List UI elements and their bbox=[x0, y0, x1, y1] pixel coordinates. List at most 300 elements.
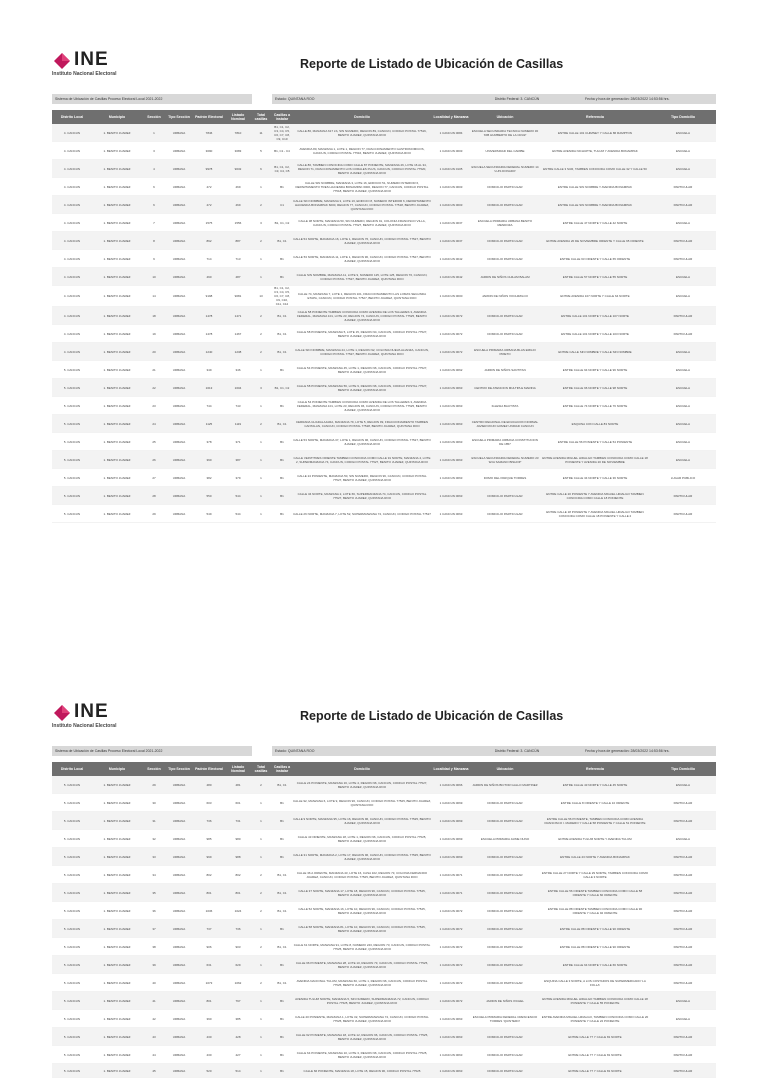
column-header-municipio: Municipio bbox=[108, 115, 126, 119]
table-row bbox=[52, 307, 716, 325]
cell-referencia: ENTRE CALLE 88 ORIENTE Y CALLE 90 ORIENTE bbox=[559, 944, 631, 949]
cell-localidad-manzana: 1 CANCUN 0063 bbox=[439, 439, 463, 444]
cell-localidad-manzana: 1 CANCUN 0072 bbox=[439, 349, 463, 354]
cell-domicilio: CALLE 24 PONIENTE, MANZANA 16, LOTE 4, REGION 96, CANCUN, CODIGO POSTAL 77527, BENITO JUAREZ, QUINTANA ROO bbox=[296, 780, 428, 789]
cell-padron-electoral: 9978 bbox=[205, 166, 213, 171]
cell-ubicacion: DOMICILIO PARTICULAR bbox=[487, 890, 523, 895]
cell-padron-electoral: 7846 bbox=[205, 130, 213, 135]
cell-ubicacion: DOMICILIO PARTICULAR bbox=[487, 872, 523, 877]
cell-municipio: 1. BENITO JUAREZ bbox=[103, 511, 131, 516]
cell-municipio: 1. BENITO JUAREZ bbox=[103, 148, 131, 153]
column-header-distrito-local: Distrito Local bbox=[60, 767, 84, 771]
cell-localidad-manzana: 1 CANCUN 0063 bbox=[439, 421, 463, 426]
logo-subtitle: Instituto Nacional Electoral bbox=[52, 71, 117, 77]
cell-municipio: 1. BENITO JUAREZ bbox=[103, 998, 131, 1003]
cell-referencia: ENTRE CALLE 77 Y CALLE 81 NORTE bbox=[568, 1068, 622, 1073]
table-row bbox=[52, 196, 716, 214]
cell-padron-electoral: 1125 bbox=[205, 421, 213, 426]
cell-total-casillas: 2 bbox=[260, 782, 262, 787]
cell-listado-nominal: 469 bbox=[235, 184, 241, 189]
cell-tipo-domicilio: PARTICULAR bbox=[673, 908, 693, 913]
cell-padron-electoral: 801 bbox=[206, 890, 212, 895]
ine-logo-icon bbox=[52, 704, 74, 722]
cell-distrito-local: 4. CANCUN bbox=[63, 184, 81, 189]
cell-ubicacion: ESCUELA PRIMARIA FEDERAL CRESCENCIO TORRES 'QUINTERO' bbox=[472, 1014, 538, 1023]
cell-tipo-seccion: URBANA bbox=[172, 475, 186, 480]
cell-casillas-instalar: B1, C1 bbox=[277, 238, 287, 243]
cell-distrito-local: 5. CANCUN bbox=[63, 818, 81, 823]
info-bar bbox=[52, 746, 716, 756]
cell-listado-nominal: 379 bbox=[235, 475, 241, 480]
cell-tipo-domicilio: PARTICULAR bbox=[673, 511, 693, 516]
cell-referencia: ENTRE CALLE 57 NORTE Y CALLE 55 NORTE bbox=[562, 274, 628, 279]
cell-casillas-instalar: B1 bbox=[280, 457, 284, 462]
cell-ubicacion: ESCUELA PRIMARIA URBANA BENITO MENDOZA bbox=[477, 218, 533, 227]
table-row bbox=[52, 938, 716, 956]
cell-domicilio: CALLE 52 NORTE, MANZANA 16, LOTE 10, REGION 96, CANCUN, CODIGO POSTAL 77525, BENITO JUAREZ, QUINTANA ROO bbox=[298, 906, 426, 915]
cell-casillas-instalar: B1, C1 bbox=[277, 980, 287, 985]
cell-ubicacion: IGLESIA BAUTISTA bbox=[491, 403, 519, 408]
cell-padron-electoral: 1036 bbox=[205, 908, 213, 913]
cell-tipo-domicilio: ESCUELA bbox=[675, 457, 690, 462]
cell-distrito-local: 5. CANCUN bbox=[63, 385, 81, 390]
cell-tipo-domicilio: ESCUELA bbox=[675, 349, 690, 354]
table-row bbox=[52, 505, 716, 523]
cell-distrito-local: 5. CANCUN bbox=[63, 367, 81, 372]
cell-listado-nominal: 1119 bbox=[234, 421, 242, 426]
cell-domicilio: CALLE 66 PONIENTE, MANZANA 28, LOTE 10, REGION 73, CANCUN, CODIGO POSTAL 77525, BENITO JUAREZ, QUINTANA ROO bbox=[295, 960, 429, 969]
cell-ubicacion: DOMICILIO PARTICULAR bbox=[487, 1068, 523, 1073]
cell-distrito-local: 4. CANCUN bbox=[63, 148, 81, 153]
table-row bbox=[52, 1064, 716, 1078]
cell-seccion: 31 bbox=[152, 818, 156, 823]
cell-localidad-manzana: 1 CANCUN 0069 bbox=[439, 836, 463, 841]
cell-localidad-manzana: 1 CANCUN 0063 bbox=[439, 1016, 463, 1021]
table-row bbox=[52, 379, 716, 397]
cell-distrito-local: 5. CANCUN bbox=[63, 836, 81, 841]
cell-municipio: 1. BENITO JUAREZ bbox=[103, 908, 131, 913]
table-body bbox=[52, 776, 716, 1078]
cell-padron-electoral: 490 bbox=[206, 274, 212, 279]
cell-localidad-manzana: 1 CANCUN 0063 bbox=[439, 1034, 463, 1039]
cell-municipio: 1. BENITO JUAREZ bbox=[103, 294, 131, 298]
table-row bbox=[52, 469, 716, 487]
cell-listado-nominal: 801 bbox=[235, 890, 241, 895]
cell-listado-nominal: 371 bbox=[235, 439, 241, 444]
cell-referencia: ENTRE CALLE 63 ORIENTE Y CALLE 65 ORIENTE bbox=[559, 256, 631, 261]
table-row bbox=[52, 268, 716, 286]
cell-padron-electoral: 736 bbox=[206, 818, 212, 823]
cell-distrito-local: 4. CANCUN bbox=[63, 274, 81, 279]
cell-tipo-domicilio: PARTICULAR bbox=[673, 256, 693, 261]
cell-referencia: ENTRE CALLE 23 NORTE Y AVENIDA BONAMPAK bbox=[560, 854, 630, 859]
cell-casillas-instalar: B1 bbox=[280, 1052, 284, 1057]
cell-casillas-instalar: B1 bbox=[280, 854, 284, 859]
report-page-1 bbox=[0, 50, 768, 523]
cell-seccion: 27 bbox=[152, 475, 156, 480]
cell-casillas-instalar: B1, C1 bbox=[277, 313, 287, 318]
cell-domicilio: CALLE VEINTITRES ORIENTE TAMBIEN CONOCIDA COMO CALLE 91 NORTE, MANZANA 4, LOTE 2, SUPERMANZANA 74, CANCUN, CODIGO POSTAL 77527, BENITO JUAREZ, QUINTANA ROO bbox=[293, 455, 431, 464]
cell-seccion: 37 bbox=[152, 926, 156, 931]
cell-domicilio: CALLE 20 PONIENTE, MANZANA 1, LOTE 32, SUPERMANZANA 74, CANCUN, CODIGO POSTAL 77525, BENITO JUAREZ, QUINTANA ROO bbox=[295, 1014, 429, 1023]
cell-casillas-instalar: B1, C1 bbox=[277, 908, 287, 913]
cell-total-casillas: 1 bbox=[260, 274, 262, 279]
cell-ubicacion: CENTRO DE ATENCION MULTIPLE MARINA bbox=[474, 385, 536, 390]
cell-distrito-local: 4. CANCUN bbox=[63, 130, 81, 135]
cell-seccion: 41 bbox=[152, 998, 156, 1003]
cell-tipo-seccion: URBANA bbox=[172, 818, 186, 823]
column-header-padron-electoral: Padrón Electoral bbox=[195, 767, 223, 771]
table-row bbox=[52, 214, 716, 232]
cell-seccion: 7 bbox=[153, 220, 155, 225]
cell-seccion: 38 bbox=[152, 944, 156, 949]
cell-distrito-local: 5. CANCUN bbox=[63, 421, 81, 426]
cell-listado-nominal: 469 bbox=[235, 202, 241, 207]
cell-listado-nominal: 428 bbox=[235, 1034, 241, 1039]
cell-domicilio: CALLE 43 ORIENTE, MANZANA 18, LOTE 1, REGION 96, CANCUN, CODIGO POSTAL 77525, BENITO JUAREZ, QUINTANA ROO bbox=[297, 834, 427, 843]
cell-padron-electoral: 472 bbox=[206, 202, 212, 207]
cell-distrito-local: 5. CANCUN bbox=[63, 475, 81, 480]
cell-referencia: ENTRE CALLE 77 Y CALLE 81 NORTE bbox=[568, 1052, 622, 1057]
cell-domicilio: AVENIDA 80, MANZANA 1, LOTE 1, REGION 77, FRACCIONAMIENTO GASTRONOMICOS, CANCUN, CODIGO POSTAL 77516, BENITO JUAREZ, QUINTANA ROO bbox=[299, 146, 425, 155]
cell-referencia: ENTRE AVENIDA MIGUEL HIDALGO TAMBIEN CONOCIDA COMO CALLE 18 PONIENTE Y AVENIDA 20 DE NOVIEMBRE bbox=[542, 455, 648, 464]
cell-municipio: 1. BENITO JUAREZ bbox=[103, 1068, 131, 1073]
cell-referencia: ENTRE CALLE 96 NORTE Y CALLE 98 NORTE bbox=[562, 385, 628, 390]
cell-tipo-seccion: URBANA bbox=[172, 854, 186, 859]
cell-municipio: 1. BENITO JUAREZ bbox=[103, 1016, 131, 1021]
cell-listado-nominal: 1238 bbox=[234, 349, 242, 354]
cell-ubicacion: DOMO DEL PARQUE TORRES bbox=[483, 475, 527, 480]
cell-total-casillas: 13 bbox=[259, 294, 263, 298]
cell-padron-electoral: 430 bbox=[206, 1034, 212, 1039]
cell-seccion: 42 bbox=[152, 1016, 156, 1021]
cell-municipio: 1. BENITO JUAREZ bbox=[103, 782, 131, 787]
cell-listado-nominal: 887 bbox=[235, 238, 241, 243]
cell-casillas-instalar: B1, C1 bbox=[277, 890, 287, 895]
cell-distrito-local: 5. CANCUN bbox=[63, 1016, 81, 1021]
cell-padron-electoral: 9198 bbox=[205, 294, 213, 298]
cell-tipo-domicilio: ESCUELA bbox=[675, 421, 690, 426]
cell-distrito-local: 4. CANCUN bbox=[63, 349, 81, 354]
cell-total-casillas: 2 bbox=[260, 890, 262, 895]
cell-ubicacion: ESCUELA SECUNDARIA FEDERAL NUMERO 23 'EVA SAMANO BISHOP' bbox=[471, 455, 539, 464]
cell-localidad-manzana: 1 CANCUN 0072 bbox=[439, 926, 463, 931]
table-row bbox=[52, 848, 716, 866]
cell-padron-electoral: 802 bbox=[206, 872, 212, 877]
cell-tipo-seccion: URBANA bbox=[172, 274, 186, 279]
cell-padron-electoral: 382 bbox=[206, 475, 212, 480]
cell-domicilio: CALLE 36 A ORIENTE, MANZANA 43, LOTE 16, CASA 102, REGION 73, COLONIA FERNANDO JUAREZ, CANCUN, CODIGO POSTAL 77525, BENITO JUAREZ, QUINTANA ROO bbox=[296, 870, 428, 879]
cell-casillas-instalar: B1, C1, C2, C3, C4, C5, C6, C7, C8, C9, C10, C11, C12 bbox=[274, 286, 290, 306]
cell-ubicacion: DOMICILIO PARTICULAR bbox=[487, 962, 523, 967]
cell-padron-electoral: 1478 bbox=[205, 331, 213, 336]
cell-ubicacion: DOMICILIO PARTICULAR bbox=[487, 511, 523, 516]
cell-casillas-instalar: B1, C1 bbox=[277, 421, 287, 426]
cell-listado-nominal: 980 bbox=[235, 836, 241, 841]
cell-casillas-instalar: B1, C1 bbox=[277, 349, 287, 354]
cell-tipo-domicilio: PARTICULAR bbox=[673, 238, 693, 243]
cell-tipo-domicilio: PARTICULAR bbox=[673, 1052, 693, 1057]
cell-seccion: 1 bbox=[153, 130, 155, 135]
cell-seccion: 25 bbox=[152, 439, 156, 444]
cell-distrito-local: 5. CANCUN bbox=[63, 1068, 81, 1073]
cell-padron-electoral: 520 bbox=[206, 1068, 212, 1073]
cell-total-casillas: 1 bbox=[260, 1034, 262, 1039]
column-header-localidad-manzana: Localidad y Manzana bbox=[433, 767, 469, 771]
table-row bbox=[52, 124, 716, 142]
cell-tipo-domicilio: ESCUELA bbox=[675, 148, 690, 153]
cell-tipo-domicilio: ESCUELA bbox=[675, 782, 690, 787]
cell-tipo-domicilio: PARTICULAR bbox=[673, 890, 693, 895]
cell-casillas-instalar: B1 bbox=[280, 1068, 284, 1073]
cell-total-casillas: 2 bbox=[260, 331, 262, 336]
cell-domicilio: CALLE 64 PONIENTE, MANZANA 10, LOTE 3, REGION 96, CANCUN, CODIGO POSTAL 77525, BENITO JUAREZ, QUINTANA ROO bbox=[296, 1050, 428, 1059]
cell-seccion: 6 bbox=[153, 184, 155, 189]
cell-casillas-instalar: B1 bbox=[280, 998, 284, 1003]
cell-tipo-seccion: URBANA bbox=[172, 980, 186, 985]
cell-tipo-domicilio: ESCUELA bbox=[675, 294, 690, 298]
cell-seccion: 39 bbox=[152, 962, 156, 967]
cell-tipo-seccion: URBANA bbox=[172, 202, 186, 207]
cell-ubicacion: ESCUELA SECUNDARIA FEDERAL NUMERO 14 'LUIS DONADO' bbox=[471, 164, 539, 173]
cell-tipo-seccion: URBANA bbox=[172, 294, 186, 298]
cell-tipo-domicilio: ESCUELA bbox=[675, 439, 690, 444]
cell-tipo-domicilio: ESCUELA bbox=[675, 274, 690, 279]
cell-domicilio: CALLE SIN NOMBRE, MANZANA 3, LOTE 16, EDIFICIO 51, NUMERO INTERIOR 6, DEPARTAMENTO TRES HACIENDA BONAMPAK 6000, REGION 77, CANCUN, CODIGO POSTAL 77518, BENITO JUAREZ, QUINTANA ROO bbox=[295, 180, 429, 193]
cell-localidad-manzana: 1 CANCUN 0063 bbox=[439, 475, 463, 480]
cell-padron-electoral: 549 bbox=[206, 511, 212, 516]
cell-listado-nominal: 1471 bbox=[234, 313, 242, 318]
cell-referencia: ENTRE CALLE 56 ORIENTE TAMBIEN CONOCIDA COMO CALLE 58 ORIENTE Y CALLE 60 ORIENTE bbox=[547, 888, 643, 897]
cell-padron-electoral: 892 bbox=[206, 238, 212, 243]
cell-tipo-domicilio: ESCUELA bbox=[675, 130, 690, 135]
cell-tipo-seccion: URBANA bbox=[172, 331, 186, 336]
cell-tipo-seccion: URBANA bbox=[172, 313, 186, 318]
cell-distrito-local: 5. CANCUN bbox=[63, 998, 81, 1003]
table-row bbox=[52, 142, 716, 160]
cell-municipio: 1. BENITO JUAREZ bbox=[103, 944, 131, 949]
cell-tipo-domicilio: PARTICULAR bbox=[673, 493, 693, 498]
cell-municipio: 1. BENITO JUAREZ bbox=[103, 980, 131, 985]
column-header-tipo-seccion: Tipo Sección bbox=[168, 115, 190, 119]
cell-tipo-domicilio: ESCUELA bbox=[675, 385, 690, 390]
cell-tipo-domicilio: ESCUELA bbox=[675, 166, 690, 171]
cell-municipio: 1. BENITO JUAREZ bbox=[103, 166, 131, 171]
cell-municipio: 1. BENITO JUAREZ bbox=[103, 313, 131, 318]
table-row bbox=[52, 343, 716, 361]
cell-referencia: ENTRE CALLE 43 NORTE Y CALLE 45 NORTE bbox=[562, 782, 628, 787]
cell-seccion: 29 bbox=[152, 782, 156, 787]
cell-padron-electoral: 472 bbox=[206, 184, 212, 189]
cell-total-casillas: 1 bbox=[260, 962, 262, 967]
cell-casillas-instalar: B1, C1 bbox=[277, 331, 287, 336]
table-row bbox=[52, 992, 716, 1010]
table-row bbox=[52, 250, 716, 268]
cell-municipio: 1. BENITO JUAREZ bbox=[103, 184, 131, 189]
cell-total-casillas: 2 bbox=[260, 238, 262, 243]
info-bar bbox=[52, 94, 716, 104]
cell-total-casillas: 2 bbox=[260, 908, 262, 913]
cell-total-casillas: 11 bbox=[259, 130, 263, 135]
column-header-ubicacion: Ubicación bbox=[496, 115, 514, 119]
table-row bbox=[52, 812, 716, 830]
cell-referencia: ENTRE CALLE 101 NORTE Y CALLE 107 NORTE bbox=[561, 313, 629, 318]
cell-total-casillas: 1 bbox=[260, 854, 262, 859]
cell-municipio: 1. BENITO JUAREZ bbox=[103, 926, 131, 931]
table-header bbox=[52, 110, 716, 124]
cell-localidad-manzana: 1 CANCUN 0063 bbox=[439, 457, 463, 462]
cell-seccion: 28 bbox=[152, 493, 156, 498]
cell-tipo-seccion: URBANA bbox=[172, 926, 186, 931]
cell-municipio: 1. BENITO JUAREZ bbox=[103, 800, 131, 805]
cell-casillas-instalar: B1 bbox=[280, 439, 284, 444]
cell-localidad-manzana: 1 CANCUN 0062 bbox=[439, 367, 463, 372]
cell-municipio: 1. BENITO JUAREZ bbox=[103, 854, 131, 859]
cell-listado-nominal: 629 bbox=[235, 962, 241, 967]
cell-ubicacion: CENTRO REGIONAL DE EDUCACION NORMAL JAVIER ROJO GOMEZ UNIDAD CANCUN bbox=[471, 419, 539, 428]
cell-padron-electoral: 714 bbox=[206, 256, 212, 261]
cell-seccion: 4 bbox=[153, 166, 155, 171]
cell-municipio: 1. BENITO JUAREZ bbox=[103, 493, 131, 498]
cell-seccion: 20 bbox=[152, 349, 156, 354]
cell-distrito-local: 5. CANCUN bbox=[63, 457, 81, 462]
cell-listado-nominal: 1604 bbox=[234, 385, 242, 390]
cell-padron-electoral: 603 bbox=[206, 800, 212, 805]
cell-listado-nominal: 731 bbox=[235, 818, 241, 823]
cell-referencia: ENTRE CALLE 47 NORTE Y CALLE 42 NORTE bbox=[562, 220, 628, 225]
cell-distrito-local: 5. CANCUN bbox=[63, 800, 81, 805]
cell-distrito-local: 5. CANCUN bbox=[63, 962, 81, 967]
cell-seccion: 29 bbox=[152, 511, 156, 516]
column-header-referencia: Referencia bbox=[586, 767, 604, 771]
cell-padron-electoral: 480 bbox=[206, 782, 212, 787]
cell-distrito-local: 4. CANCUN bbox=[63, 256, 81, 261]
cell-ubicacion: DOMICILIO PARTICULAR bbox=[487, 854, 523, 859]
cell-domicilio: CALLE 34 NORTE, MANZANA 2, LOTE 66, SUPERMANZANA 74, CANCUN, CODIGO POSTAL 77527, BENITO JUAREZ, QUINTANA ROO bbox=[297, 491, 427, 500]
cell-localidad-manzana: 1 CANCUN 0063 bbox=[439, 493, 463, 498]
cell-listado-nominal: 346 bbox=[235, 367, 241, 372]
cell-total-casillas: 1 bbox=[260, 367, 262, 372]
cell-listado-nominal: 743 bbox=[235, 403, 241, 408]
cell-total-casillas: 1 bbox=[260, 475, 262, 480]
cell-distrito-local: 4. CANCUN bbox=[63, 220, 81, 225]
cell-domicilio: CALLE 53 NORTE, MANZANA 37, LOTE 1, REGION 96, CANCUN, CODIGO POSTAL 77527, BENITO JUAREZ, QUINTANA ROO bbox=[293, 437, 431, 446]
cell-listado-nominal: 487 bbox=[235, 274, 241, 279]
cell-casillas-instalar: B1, C1, C2 bbox=[274, 385, 290, 390]
report-page-2 bbox=[0, 702, 768, 1078]
sistema-label: Sistema de Ubicación de Casillas Proceso Electoral Local 2021-2022 bbox=[52, 94, 252, 104]
cell-localidad-manzana: 1 CANCUN 0066 bbox=[439, 782, 463, 787]
cell-ubicacion: DOMICILIO PARTICULAR bbox=[487, 944, 523, 949]
cell-total-casillas: 2 bbox=[260, 872, 262, 877]
cell-localidad-manzana: 1 CANCUN 0072 bbox=[439, 944, 463, 949]
cell-tipo-seccion: URBANA bbox=[172, 511, 186, 516]
column-header-tipo-domicilio: Tipo Domicilio bbox=[670, 767, 696, 771]
cell-municipio: 1. BENITO JUAREZ bbox=[103, 367, 131, 372]
cell-referencia: ENTRE CALLE 34 NORTE Y CALLE 36 NORTE bbox=[562, 475, 628, 480]
cell-padron-electoral: 3090 bbox=[205, 148, 213, 153]
cell-tipo-domicilio: PARTICULAR bbox=[673, 1034, 693, 1039]
cell-domicilio: CALLE 54 PONIENTE TAMBIEN CONOCIDA COMO AVENIDA DE LOS TALLERES 3, AVENIDA FEDERAL, MANZANA 101, LOTE 23, REGION 96, CANCUN, CODIGO POSTAL 77525, BENITO JUAREZ, QUINTANA ROO bbox=[297, 399, 427, 412]
cell-seccion: 45 bbox=[152, 1068, 156, 1073]
cell-casillas-instalar: B1 bbox=[280, 1034, 284, 1039]
cell-tipo-seccion: URBANA bbox=[172, 872, 186, 877]
cell-tipo-seccion: URBANA bbox=[172, 836, 186, 841]
cell-total-casillas: 2 bbox=[260, 349, 262, 354]
cell-referencia: ENTRE CALLE 88 ORIENTE Y CALLE 90 ORIENTE bbox=[559, 926, 631, 931]
cell-distrito-local: 4. CANCUN bbox=[63, 313, 81, 318]
cell-municipio: 1. BENITO JUAREZ bbox=[103, 890, 131, 895]
cell-tipo-domicilio: PARTICULAR bbox=[673, 980, 693, 985]
cell-tipo-seccion: URBANA bbox=[172, 944, 186, 949]
table-row bbox=[52, 902, 716, 920]
table-row bbox=[52, 776, 716, 794]
cell-casillas-instalar: B1 bbox=[280, 256, 284, 261]
column-header-distrito-local: Distrito Local bbox=[60, 115, 84, 119]
cell-seccion: 23 bbox=[152, 403, 156, 408]
cell-ubicacion: DOMICILIO PARTICULAR bbox=[487, 926, 523, 931]
cell-municipio: 1. BENITO JUAREZ bbox=[103, 475, 131, 480]
table-row bbox=[52, 830, 716, 848]
cell-referencia: ENTRE CALLE 94 NORTE Y CALLE 96 NORTE bbox=[562, 367, 628, 372]
table-row bbox=[52, 487, 716, 505]
cell-ubicacion: DOMICILIO PARTICULAR bbox=[487, 202, 523, 207]
cell-casillas-instalar: B1, C1 bbox=[277, 944, 287, 949]
column-header-total-casillas: Total casillas bbox=[254, 113, 268, 121]
cell-localidad-manzana: 1 CANCUN 0072 bbox=[439, 998, 463, 1003]
estado-label: Estado: QUINTANA ROO bbox=[272, 746, 452, 756]
cell-total-casillas: 1 bbox=[260, 836, 262, 841]
table-row bbox=[52, 920, 716, 938]
casillas-table bbox=[52, 762, 716, 1078]
cell-referencia: ENTRE CALLE 101 NORTE Y CALLE 103 NORTE bbox=[561, 331, 629, 336]
cell-distrito-local: 4. CANCUN bbox=[63, 331, 81, 336]
cell-ubicacion: DOMICILIO PARTICULAR bbox=[487, 818, 523, 823]
cell-domicilio: CALLE 53 NORTE, MANZANA 11, LOTE 1, REGION 96, CANCUN, CODIGO POSTAL 77527, BENITO JUAREZ, QUINTANA ROO bbox=[293, 254, 431, 263]
cell-total-casillas: 1 bbox=[260, 493, 262, 498]
cell-municipio: 1. BENITO JUAREZ bbox=[103, 836, 131, 841]
cell-listado-nominal: 988 bbox=[235, 854, 241, 859]
column-header-municipio: Municipio bbox=[108, 767, 126, 771]
cell-municipio: 1. BENITO JUAREZ bbox=[103, 331, 131, 336]
cell-tipo-seccion: URBANA bbox=[172, 421, 186, 426]
cell-tipo-domicilio: PARTICULAR bbox=[673, 202, 693, 207]
table-body bbox=[52, 124, 716, 523]
cell-domicilio: CALLE 61 NORTE, MANZANA 91, LOTE 8, NUMERO 243, REGION 73, CANCUN, CODIGO POSTAL 77525, BENITO JUAREZ, QUINTANA ROO bbox=[293, 942, 431, 951]
table-row bbox=[52, 451, 716, 469]
cell-seccion: 14 bbox=[152, 294, 156, 298]
cell-localidad-manzana: 1 CANCUN 0063 bbox=[439, 511, 463, 516]
cell-seccion: 34 bbox=[152, 872, 156, 877]
cell-referencia: ENTRE CALLE 74 NORTE Y CALLE 76 NORTE bbox=[562, 403, 628, 408]
column-header-localidad-manzana: Localidad y Manzana bbox=[433, 115, 469, 119]
cell-padron-electoral: 550 bbox=[206, 493, 212, 498]
distrito-label: Distrito Federal: 3. CANCÚN bbox=[452, 746, 582, 756]
cell-referencia: ENTRE CALLE 20 PONIENTE Y AVENIDA MIGUEL HIDALGO TAMBIEN CONOCIDA COMO CALLE 18 PONIENTE bbox=[546, 491, 644, 500]
cell-domicilio: AVENIDA NACIONAL TULUM, MANZANA 60, LOTE 1, REGION 96, CANCUN, CODIGO POSTAL 77525, BENITO JUAREZ, QUINTANA ROO bbox=[296, 978, 428, 987]
cell-casillas-instalar: C1 bbox=[280, 202, 284, 207]
cell-casillas-instalar: B1 bbox=[280, 962, 284, 967]
cell-casillas-instalar: B1 bbox=[280, 926, 284, 931]
cell-tipo-seccion: URBANA bbox=[172, 782, 186, 787]
cell-ubicacion: DOMICILIO PARTICULAR bbox=[487, 1034, 523, 1039]
cell-seccion: 10 bbox=[152, 274, 156, 279]
cell-padron-electoral: 631 bbox=[206, 962, 212, 967]
cell-seccion: 32 bbox=[152, 836, 156, 841]
cell-tipo-seccion: URBANA bbox=[172, 349, 186, 354]
cell-padron-electoral: 1073 bbox=[205, 980, 213, 985]
cell-localidad-manzana: 1 CANCUN 0105 bbox=[439, 166, 463, 171]
